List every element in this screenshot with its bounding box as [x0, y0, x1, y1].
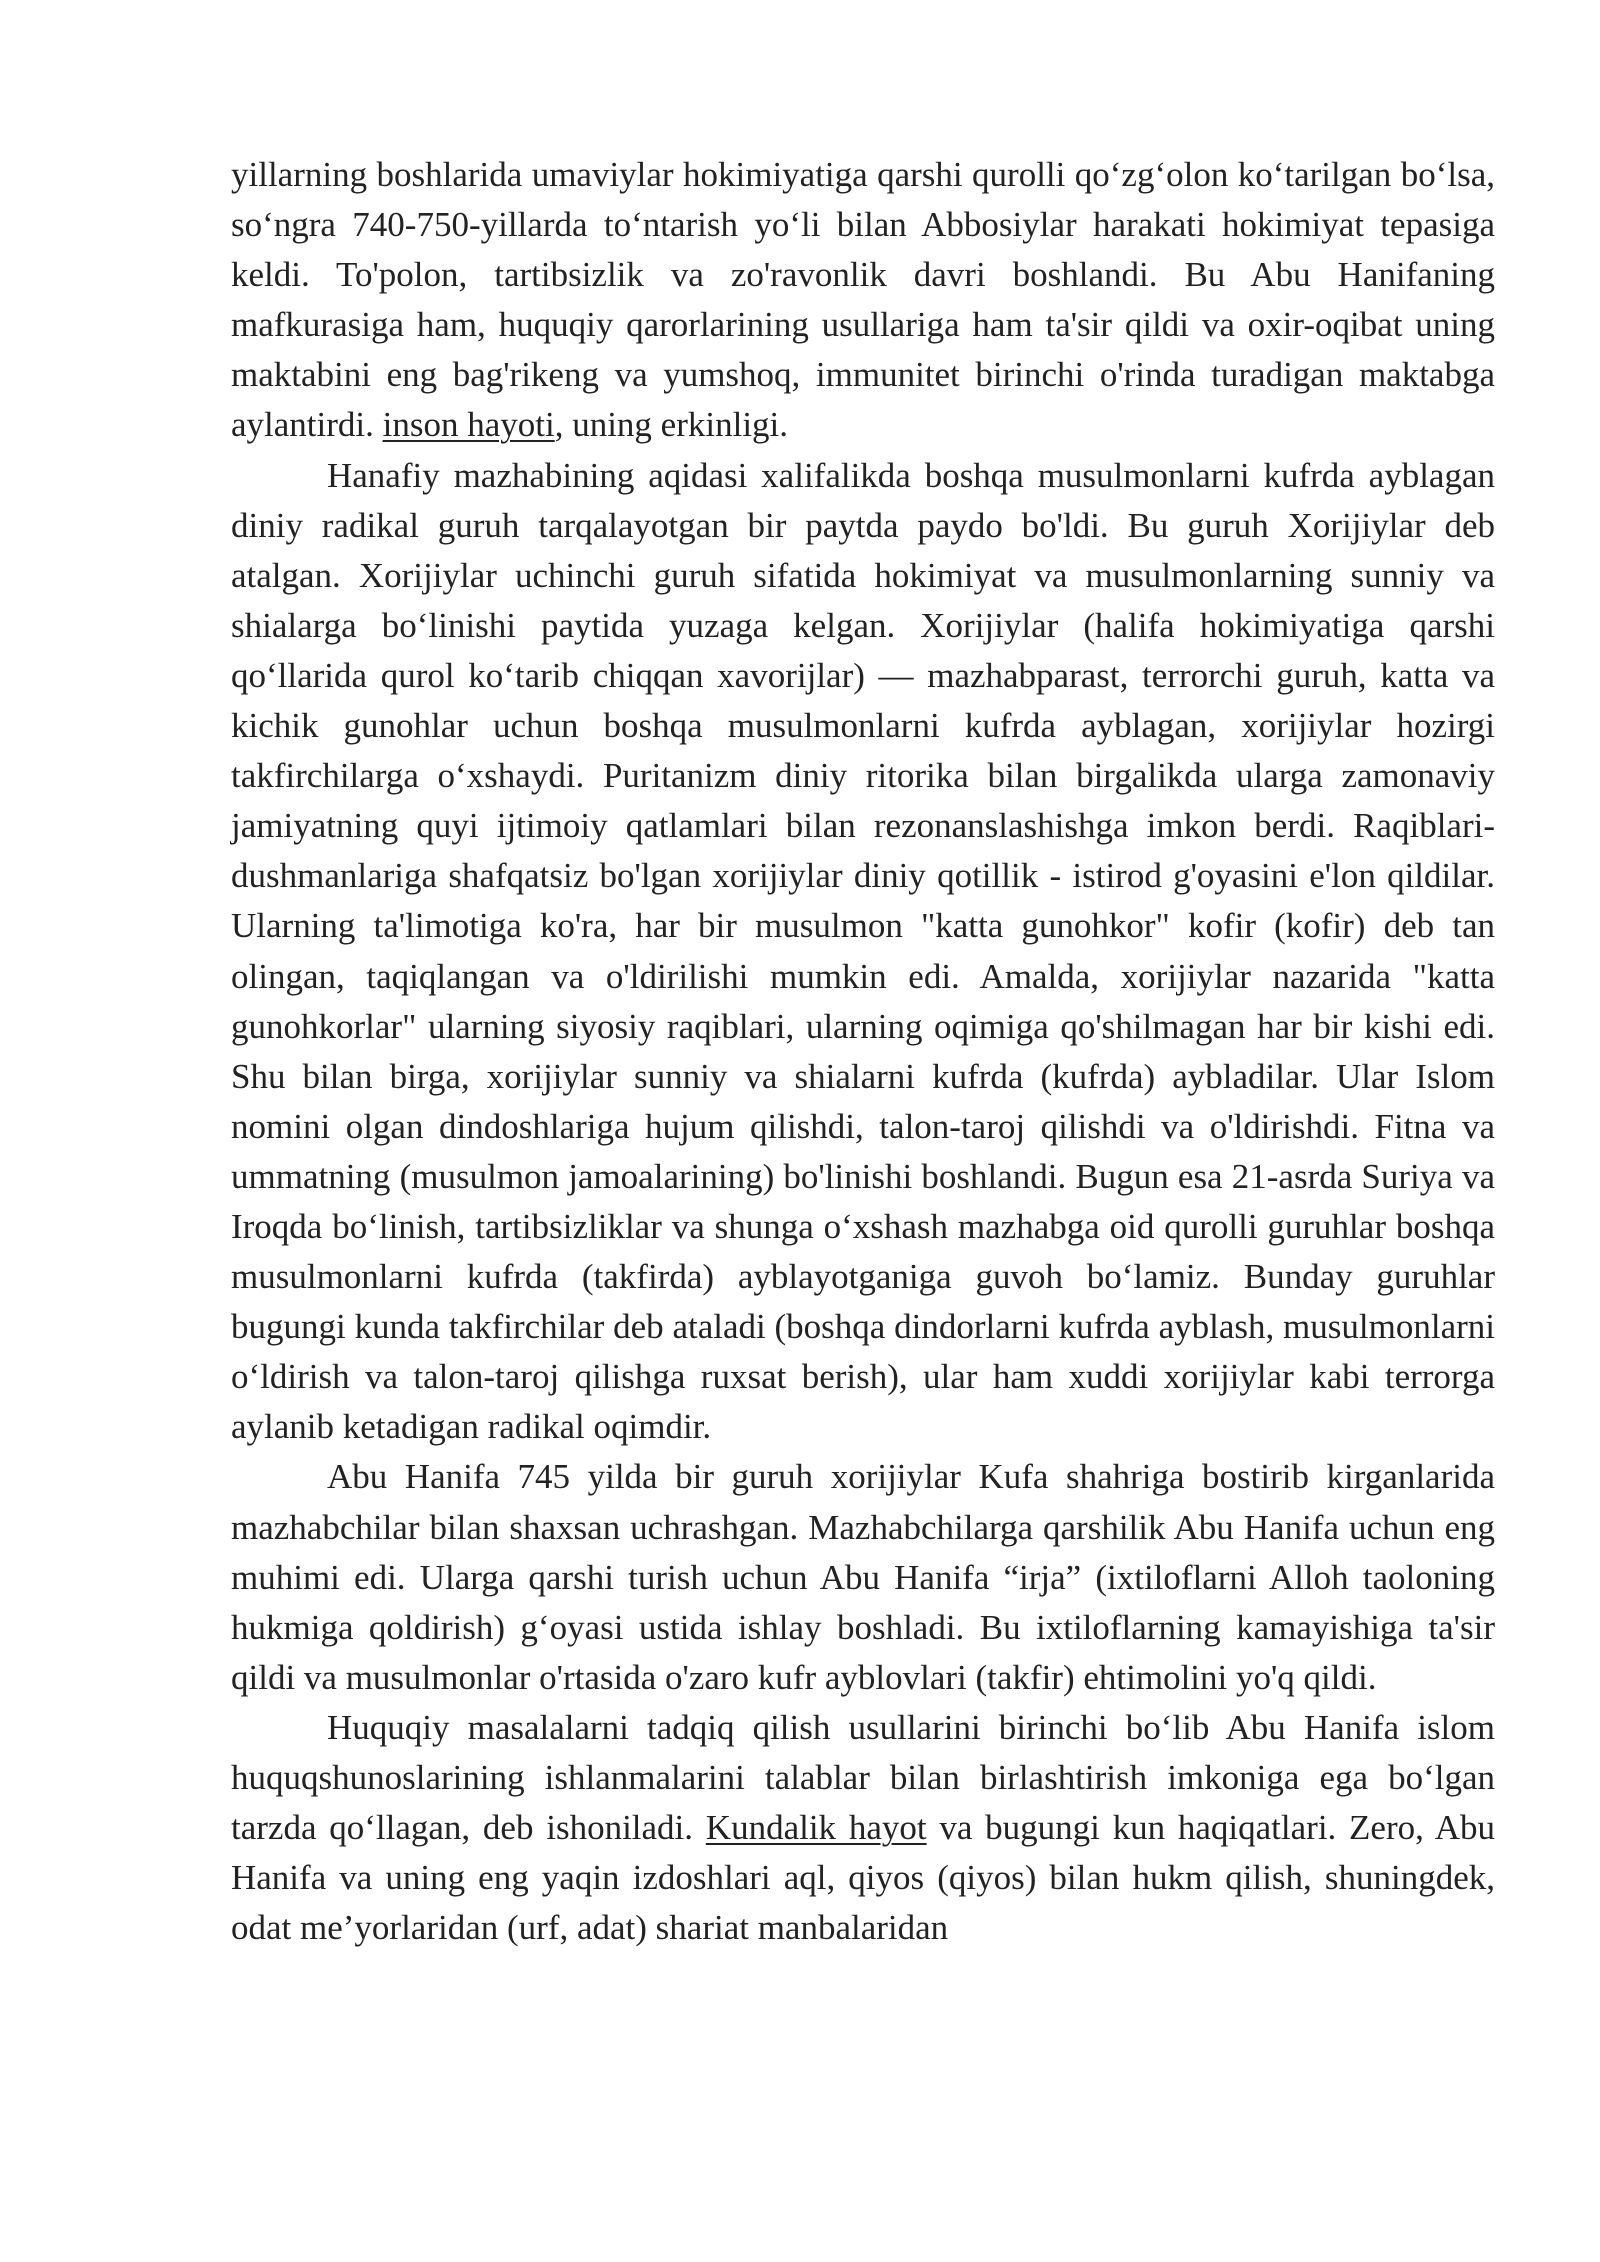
paragraph-abu-hanifa-745: Abu Hanifa 745 yilda bir guruh xorijiylar Kufa shahriga bostirib kirganlarida mazhabchilar bilan shaxsan uchrashgan. Mazhabchilarga qarshilik Abu Hanifa uchun eng muhimi edi. Ularga qarshi turish uchun Abu Hanifa “irja” (ixtiloflarni Alloh taoloning hukmiga qoldirish) g‘oyasi ustida ishlay boshladi. Bu ixtiloflarning kamayishiga ta'sir qildi va musulmonlar o'rtasida o'zaro kufr ayblovlari (takfir) ehtimolini yo'q qildi.: [231, 1457, 1495, 1697]
paragraph-text: , uning erkinligi.: [554, 405, 789, 445]
kundalik-hayot-link[interactable]: Kundalik hayot: [705, 1808, 927, 1848]
inson-hayoti-link[interactable]: inson hayoti: [382, 405, 555, 445]
paragraph-abbasid-transition: [231, 150, 1495, 451]
paragraph-text: Huquqiy masalalarni tadqiq qilish usullarini birinchi bo‘lib Abu Hanifa islom huquqshunoslarining ishlanmalarini talablar bilan birlashtirish imkoniga ega bo‘lgan tarzda qo‘llagan, deb ishoniladi.: [231, 1707, 1495, 1848]
paragraph-legal-methods: [231, 1703, 1495, 1953]
paragraph-text: yillarning boshlarida umaviylar hokimiyatiga qarshi qurolli qo‘zg‘olon ko‘tarilgan bo‘lsa, so‘ngra 740-750-yillarda to‘ntarish yo‘li bilan Abbosiylar harakati hokimiyat tepasiga keldi. To'polon, tartibsizlik va zo'ravonlik davri boshlandi. Bu Abu Hanifaning mafkurasiga ham, huquqiy qarorlarining usullariga ham ta'sir qildi va oxir-oqibat uning maktabini eng bag'rikeng va yumshoq, immunitet birinchi o'rinda turadigan maktabga aylantirdi.: [231, 155, 1495, 445]
paragraph-text: va bugungi kun haqiqatlari. Zero, Abu Hanifa va uning eng yaqin izdoshlari aql, qiyos (qiyos) bilan hukm qilish, shuningdek, odat me’yorlaridan (urf, adat) shariat manbalaridan: [231, 1808, 1495, 1948]
document-page: [231, 150, 1495, 1953]
paragraph-kharijites: Hanafiy mazhabining aqidasi xalifalikda boshqa musulmonlarni kufrda ayblagan diniy radikal guruh tarqalayotgan bir paytda paydo bo'ldi. Bu guruh Xorijiylar deb atalgan. Xorijiylar uchinchi guruh sifatida hokimiyat va musulmonlarning sunniy va shialarga bo‘linishi paytida yuzaga kelgan. Xorijiylar (halifa hokimiyatiga qarshi qo‘llarida qurol ko‘tarib chiqqan xavorijlar) — mazhabparast, terrorchi guruh, katta va kichik gunohlar uchun boshqa musulmonlarni kufrda ayblagan, xorijiylar hozirgi takfirchilarga o‘xshaydi. Puritanizm diniy ritorika bilan birgalikda ularga zamonaviy jamiyatning quyi ijtimoiy qatlamlari bilan rezonanslashishga imkon berdi. Raqiblari-dushmanlariga shafqatsiz bo'lgan xorijiylar diniy qotillik - istirod g'oyasini e'lon qildilar. Ularning ta'limotiga ko'ra, har bir musulmon "katta gunohkor" kofir (kofir) deb tan olingan, taqiqlangan va o'ldirilishi mumkin edi. Amalda, xorijiylar nazarida "katta gunohkorlar" ularning siyosiy raqiblari, ularning oqimiga qo'shilmagan har bir kishi edi. Shu bilan birga, xorijiylar sunniy va shialarni kufrda (kufrda) aybladilar. Ular Islom nomini olgan dindoshlariga hujum qilishdi, talon-taroj qilishdi va o'ldirishdi. Fitna va ummatning (musulmon jamoalarining) bo'linishi boshlandi. Bugun esa 21-asrda Suriya va Iroqda bo‘linish, tartibsizliklar va shunga o‘xshash mazhabga oid qurolli guruhlar boshqa musulmonlarni kufrda (takfirda) ayblayotganiga guvoh bo‘lamiz. Bunday guruhlar bugungi kunda takfirchilar deb ataladi (boshqa dindorlarni kufrda ayblash, musulmonlarni o‘ldirish va talon-taroj qilishga ruxsat berish), ular ham xuddi xorijiylar kabi terrorga aylanib ketadigan radikal oqimdir.: [231, 455, 1495, 1447]
